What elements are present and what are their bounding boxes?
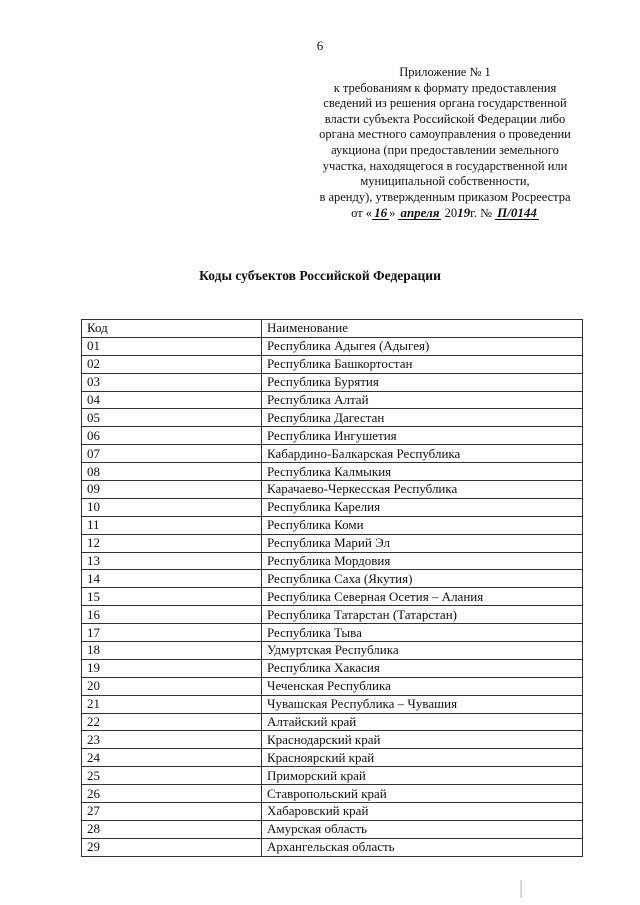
table-row — [82, 785, 583, 803]
cell-name: Республика Татарстан (Татарстан) — [262, 606, 583, 624]
table-row — [82, 767, 583, 785]
cell-code: 07 — [82, 445, 262, 463]
appendix-line: сведений из решения органа государственной — [323, 96, 567, 111]
subjects-codes-table — [81, 319, 583, 857]
cell-code: 24 — [82, 749, 262, 767]
cell-name: Карачаево-Черкесская Республика — [262, 481, 583, 499]
column-header-name: Наименование — [262, 320, 583, 338]
cell-code: 06 — [82, 427, 262, 445]
order-number-prefix: г. № — [470, 206, 493, 221]
cell-name: Краснодарский край — [262, 731, 583, 749]
order-date-line — [300, 205, 590, 222]
cell-code: 14 — [82, 570, 262, 588]
cell-code: 25 — [82, 767, 262, 785]
cell-name: Амурская область — [262, 820, 583, 838]
table-row — [82, 570, 583, 588]
appendix-line: власти субъекта Российской Федерации либо — [324, 111, 566, 126]
cell-code: 20 — [82, 677, 262, 695]
table-row — [82, 731, 583, 749]
cell-code: 08 — [82, 463, 262, 481]
date-prefix: от « — [351, 206, 373, 221]
table-row — [82, 588, 583, 606]
cell-name: Чувашская Республика – Чувашия — [262, 695, 583, 713]
date-month-handwritten: апреля — [400, 205, 440, 221]
column-header-code: Код — [82, 320, 262, 338]
cell-code: 27 — [82, 803, 262, 821]
cell-name: Приморский край — [262, 767, 583, 785]
cell-code: 16 — [82, 606, 262, 624]
cell-name: Республика Дагестан — [262, 409, 583, 427]
cell-code: 22 — [82, 713, 262, 731]
table-row — [82, 624, 583, 642]
cell-name: Республика Калмыкия — [262, 463, 583, 481]
table-row — [82, 552, 583, 570]
cell-name: Республика Адыгея (Адыгея) — [262, 337, 583, 355]
table-row — [82, 838, 583, 856]
table-row — [82, 606, 583, 624]
appendix-line: к требованиям к формату предоставления — [333, 80, 557, 95]
date-year-handwritten: 19 — [457, 205, 471, 221]
cell-code: 28 — [82, 820, 262, 838]
paper-crease — [520, 880, 522, 898]
table-row — [82, 534, 583, 552]
cell-name: Республика Башкортостан — [262, 355, 583, 373]
table-row — [82, 391, 583, 409]
date-day-handwritten: 16 — [374, 205, 388, 221]
cell-code: 19 — [82, 659, 262, 677]
cell-code: 17 — [82, 624, 262, 642]
cell-name: Республика Мордовия — [262, 552, 583, 570]
table-row — [82, 427, 583, 445]
table-row — [82, 803, 583, 821]
cell-name: Хабаровский край — [262, 803, 583, 821]
cell-code: 11 — [82, 516, 262, 534]
appendix-line: участка, находящегося в государственной или — [322, 158, 568, 173]
appendix-line: Приложение № 1 — [399, 65, 491, 79]
table-row — [82, 713, 583, 731]
cell-code: 26 — [82, 785, 262, 803]
cell-code: 18 — [82, 642, 262, 660]
cell-code: 13 — [82, 552, 262, 570]
table-row — [82, 642, 583, 660]
appendix-line: органа местного самоуправления о проведении — [319, 127, 571, 142]
table-row — [82, 463, 583, 481]
cell-code: 04 — [82, 391, 262, 409]
table-row — [82, 445, 583, 463]
cell-name: Ставропольский край — [262, 785, 583, 803]
cell-code: 05 — [82, 409, 262, 427]
table-row — [82, 337, 583, 355]
order-number-handwritten: П/0144 — [497, 205, 537, 221]
cell-name: Республика Хакасия — [262, 659, 583, 677]
cell-name: Республика Бурятия — [262, 373, 583, 391]
cell-name: Кабардино-Балкарская Республика — [262, 445, 583, 463]
appendix-line: аукциона (при предоставлении земельного — [331, 142, 559, 157]
cell-name: Республика Тыва — [262, 624, 583, 642]
table-row — [82, 498, 583, 516]
cell-code: 02 — [82, 355, 262, 373]
cell-name: Республика Северная Осетия – Алания — [262, 588, 583, 606]
cell-code: 15 — [82, 588, 262, 606]
table-row — [82, 677, 583, 695]
table-row — [82, 659, 583, 677]
table-row — [82, 373, 583, 391]
page-number: 6 — [316, 38, 324, 53]
cell-name: Республика Карелия — [262, 498, 583, 516]
cell-name: Удмуртская Республика — [262, 642, 583, 660]
cell-name: Республика Марий Эл — [262, 534, 583, 552]
table-row — [82, 749, 583, 767]
appendix-line: муниципальной собственности, — [360, 174, 530, 189]
table-row — [82, 820, 583, 838]
appendix-block — [300, 65, 590, 222]
cell-name: Республика Ингушетия — [262, 427, 583, 445]
cell-name: Чеченская Республика — [262, 677, 583, 695]
cell-name: Республика Алтай — [262, 391, 583, 409]
appendix-line: в аренду), утвержденным приказом Росреестра — [319, 189, 571, 204]
cell-name: Республика Коми — [262, 516, 583, 534]
table-row — [82, 695, 583, 713]
page-title: Коды субъектов Российской Федерации — [199, 268, 441, 283]
cell-code: 03 — [82, 373, 262, 391]
table-row — [82, 355, 583, 373]
date-separator: » — [389, 206, 396, 221]
cell-code: 29 — [82, 838, 262, 856]
date-year-prefix: 20 — [444, 206, 458, 221]
cell-code: 10 — [82, 498, 262, 516]
table-row — [82, 481, 583, 499]
table-row — [82, 409, 583, 427]
cell-name: Республика Саха (Якутия) — [262, 570, 583, 588]
table-header-row — [82, 320, 583, 338]
table-row — [82, 516, 583, 534]
cell-code: 01 — [82, 337, 262, 355]
cell-name: Архангельская область — [262, 838, 583, 856]
cell-code: 09 — [82, 481, 262, 499]
cell-name: Красноярский край — [262, 749, 583, 767]
cell-code: 21 — [82, 695, 262, 713]
cell-code: 12 — [82, 534, 262, 552]
cell-code: 23 — [82, 731, 262, 749]
cell-name: Алтайский край — [262, 713, 583, 731]
